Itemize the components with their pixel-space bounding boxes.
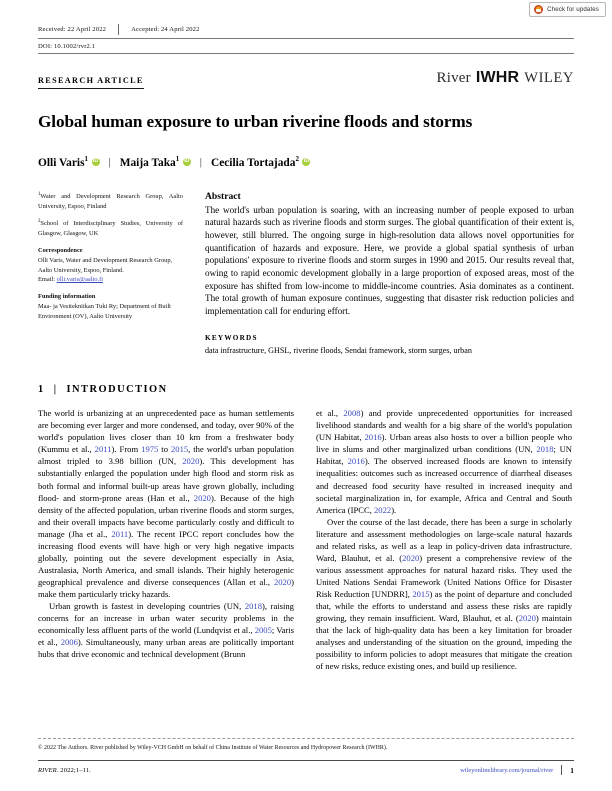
paragraph-right-2: Over the course of the last decade, there has been a surge in scholarly literature and assessment methodologies on large-scale natural hazards and related risks, as well as a leap in policy-driven data infrastructure. Ward, Blauhut, et al. (2020) present a comprehensive review of the various assessment approaches for natural hazard risks. They used the United Nations Sendai Framework (United Nations Office for Disaster Risk Reduction [UNDRR], 2015) as the point of departure and concluded that, while the efforts to understand and assess these risks are rapidly growing, they remain insufficient. Ward, Blauhut, et al. (2020) maintain that the lack of high-quality data has been a key limitation for broader analyses and understanding of the situation on the ground, impeding the possibility to inform policies to adopt measures that mitigate the creation of new risks, reduce existing ones, and build up resilience. xyxy=(316,516,573,672)
author-1-name: Olli Varis xyxy=(38,156,85,169)
keywords-body: data infrastructure, GHSL, riverine floods, Sendai framework, storm surges, urban xyxy=(205,345,472,355)
keywords-heading: KEYWORDS xyxy=(205,333,258,342)
paragraph-left-2: Urban growth is fastest in developing countries (UN, 2018), raising concerns for an increase in urban water security problems in the economically less affluent parts of the world (Lundqvist et al., 2005; Varis et al., 2006). Simultaneously, many urban areas are politically important hubs that drive economic and technical development (Brunn xyxy=(38,601,295,660)
accepted-date: Accepted: 24 April 2022 xyxy=(131,26,200,33)
footer-divider xyxy=(561,765,562,775)
dates-row xyxy=(38,0,574,35)
footer-row xyxy=(38,765,574,775)
email-label: Email: xyxy=(38,276,57,284)
author-2 xyxy=(120,155,191,169)
check-for-updates-badge[interactable] xyxy=(529,2,606,17)
affiliation-2-marker: 2 xyxy=(38,219,41,225)
brand-river-label: River xyxy=(436,70,471,86)
page-title: Global human exposure to urban riverine floods and storms xyxy=(38,112,473,131)
author-list xyxy=(38,155,574,169)
author-1-affiliation-marker: 1 xyxy=(84,154,89,163)
author-3-name: Cecilia Tortajada xyxy=(210,156,296,169)
paragraph-left-1: The world is urbanizing at an unprecedented pace as human settlements are becoming ever larger and more condensed, and today, over 90% of the world's population lives closer than 10 km from a freshwater body (Kummu et al., 2011). From 1975 to 2015, the world's urban population almost tripled to 3.98 billion (UN, 2020). This development has substantially enlarged the population under high flood and storm risk as both formal and informal built-up areas have grown globally, including flood- and storm-prone areas (Han et al., 2020). Because of the high density of the affected population, urban riverine floods and storm surges, and their overall impacts have become particularly costly and difficult to manage (Jha et al., 2011). The recent IPCC report concludes how the increasing flood events will have high or very high negative impacts globally, pointing out the severe development especially in Asia, Australasia, North America, and small islands. Their highly heterogenic geographical prevalence and diverse consequences (Allan et al., 2020) make them particularly tricky hazards. xyxy=(38,408,294,600)
doi-rule xyxy=(38,53,574,54)
page-number: 1 xyxy=(570,765,574,775)
funding-heading: Funding information xyxy=(38,293,96,301)
author-1 xyxy=(38,155,100,169)
refresh-circle-icon xyxy=(534,5,543,14)
section-number: 1 xyxy=(38,384,45,396)
doi-line[interactable]: DOI: 10.1002/rvr2.1 xyxy=(38,43,96,50)
footer-solid-rule xyxy=(38,760,574,761)
footer-right-group xyxy=(460,765,574,775)
affiliation-2 xyxy=(38,218,183,239)
brand-wiley-logo: WILEY xyxy=(524,70,574,86)
author-separator-1: | xyxy=(108,155,111,168)
page-footer xyxy=(38,738,574,775)
author-2-affiliation-marker: 1 xyxy=(175,154,180,163)
paragraph-right-1: et al., 2008) and provide unprecedented opportunities for increased livelihood standards and wealth for a big share of the world's population (UN Habitat, 2016). Urban areas also hosts to over a billion people who live in slums and other marginalized urban conditions (UN, 2018; UN Habitat, 2016). The observed increased floods are known to intensify inequalities: outcomes such as increased occurrence of diarrheal diseases and decreased food security have resulted in increased inequity and societal marginalization in, for example, Africa and Central and South America (IPCC, 2022). xyxy=(316,408,573,515)
affiliation-1 xyxy=(38,191,183,212)
footer-dashed-rule xyxy=(38,738,574,739)
affiliation-2-text: School of Interdisciplinary Studies, University of Glasgow, Glasgow, UK xyxy=(38,220,183,238)
journal-citation-name: RIVER. xyxy=(38,766,59,774)
article-type-label: RESEARCH ARTICLE xyxy=(38,76,144,89)
author-3 xyxy=(211,155,310,169)
brand-iwhr-logo: IWHR xyxy=(475,69,520,86)
check-for-updates-label: Check for updates xyxy=(547,6,599,13)
header-band xyxy=(38,69,574,89)
journal-url-link[interactable]: wileyonlinelibrary.com/journal/river xyxy=(460,766,554,774)
copyright-notice: © 2022 The Authors. River published by Wiley-VCH GmbH on behalf of China Institute of Water Resources and Hydropower Research (IWHR). xyxy=(38,744,388,751)
email-link[interactable]: olli.varis@aalto.fi xyxy=(56,276,103,284)
meta-abstract-block xyxy=(38,191,574,356)
orcid-icon[interactable] xyxy=(92,158,100,166)
section-heading-introduction xyxy=(38,384,574,395)
journal-citation xyxy=(38,767,91,774)
author-2-name: Maija Taka xyxy=(119,156,176,169)
abstract-heading: Abstract xyxy=(205,190,241,202)
dates-divider xyxy=(118,24,119,35)
correspondence-text: Olli Varis, Water and Development Research Group, Aalto University, Espoo, Finland. xyxy=(38,256,173,274)
affiliation-1-text: Water and Development Research Group, Aalto University, Espoo, Finland xyxy=(38,192,183,210)
journal-citation-pages: 2022;1–11. xyxy=(58,766,91,774)
section-title: INTRODUCTION xyxy=(66,384,168,396)
body-column-right xyxy=(316,407,572,672)
correspondence-heading: Correspondence xyxy=(38,246,83,254)
abstract-column xyxy=(205,191,574,356)
orcid-icon[interactable] xyxy=(302,158,310,166)
orcid-icon[interactable] xyxy=(183,158,191,166)
affiliation-1-marker: 1 xyxy=(38,191,41,197)
body-column-left xyxy=(38,407,294,672)
meta-column xyxy=(38,191,183,356)
author-separator-2: | xyxy=(199,155,202,168)
received-date: Received: 22 April 2022 xyxy=(38,26,107,33)
author-3-affiliation-marker: 2 xyxy=(295,154,299,163)
body-columns xyxy=(38,407,574,672)
funding-body: Maa- ja Vesitekniikan Tuki Ry; Department of Built Environment (OV), Aalto University xyxy=(38,303,171,320)
correspondence-body xyxy=(38,256,183,285)
section-bar: | xyxy=(53,384,58,396)
abstract-body: The world's urban population is soaring, with an increasing number of people exposed to urban natural hazards such as riverine floods and storm surges. The global quantification of their extent is, however, still blurred. The ongoing surge in high-resolution data allows novel opportunities for quantification of hazards and exposure. Here, we provide a global spatial synthesis of urban populations' exposure to riverine floods and storm surges in 1990 and 2015. Our results reveal that, owing to rapid economic development globally in a large proportion of exposed areas, most of the exposure has shifted from low-income to middle-income countries. Asia dominates as a continent. The total growth of human exposure continues, suggesting that disaster risk reduction policies and implementation call for enduring effort. xyxy=(205,204,574,317)
journal-brand xyxy=(437,69,575,89)
